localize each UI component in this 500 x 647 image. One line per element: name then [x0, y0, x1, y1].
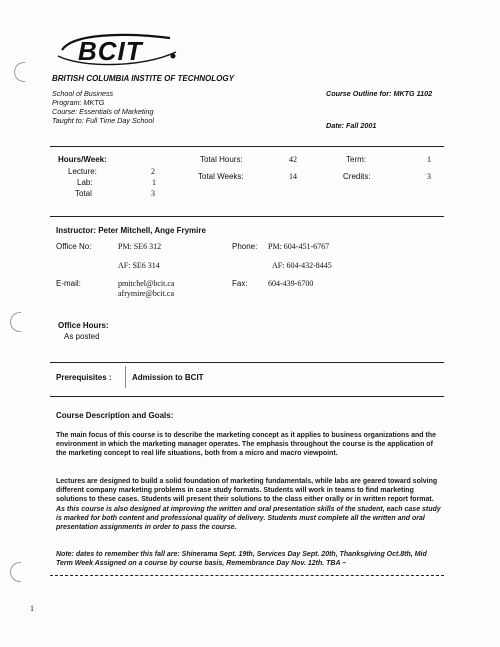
email-pm[interactable]: pmitchel@bcit.ca [118, 279, 175, 288]
total-value: 3 [151, 189, 155, 198]
term-value: 1 [427, 155, 431, 164]
office-hours-value: As posted [64, 332, 100, 341]
description-paragraph-2-tail: As this course is also designed at improving the written and oral presentation skills of the student, each case study is marked for both content and professional quality of delivery. Students must complete all the written and oral presentation assignments in order to pass the course. [56, 505, 441, 532]
hours-week-title: Hours/Week: [58, 155, 107, 164]
page-number: 1 [30, 604, 34, 613]
binder-hole-top [14, 62, 25, 82]
total-hours-value: 42 [289, 155, 297, 164]
office-hours-label: Office Hours: [58, 321, 109, 330]
lab-label: Lab: [77, 178, 93, 187]
divider-footer [50, 575, 444, 576]
lecture-label: Lecture: [68, 167, 97, 176]
program-name: Program: MKTG [52, 98, 105, 107]
institute-name: BRITISH COLUMBIA INSTITE OF TECHNOLOGY [52, 74, 234, 83]
divider-header [50, 146, 444, 147]
description-note: Note: dates to remember this fall are: Shinerama Sept. 19th, Services Day Sept. 20th, Thanksgiving Oct.8th, Mid Term Week Assigned on a course by course basis, Remembrance Day Nov. 12th. TBA – [56, 551, 427, 568]
instructor-label: Instructor: Peter Mitchell, Ange Frymire [56, 226, 206, 235]
term-label: Term: [346, 155, 366, 164]
email-af[interactable]: afrymire@bcit.ca [118, 289, 175, 298]
course-name: Course: Essentials of Marketing [52, 107, 154, 116]
total-hours-label: Total Hours: [200, 155, 243, 164]
total-weeks-label: Total Weeks: [198, 172, 244, 181]
divider-instructor [50, 362, 444, 363]
description-paragraph-2 [56, 477, 444, 532]
prerequisites-label: Prerequisites : [56, 373, 112, 382]
divider-prereq [50, 396, 444, 397]
email-label: E-mail: [56, 279, 81, 288]
lab-value: 1 [152, 178, 156, 187]
outline-date: Date: Fall 2001 [326, 121, 377, 130]
school-name: School of Business [52, 89, 114, 98]
description-title: Course Description and Goals: [56, 411, 174, 420]
phone-af: AF: 604-432-8445 [272, 261, 332, 270]
prerequisites-separator [125, 366, 126, 388]
course-outline-code: Course Outline for: MKTG 1102 [326, 89, 433, 98]
taught-to: Taught to: Full Time Day School [52, 116, 154, 125]
divider-hours [50, 216, 444, 217]
office-af: AF: SE6 314 [118, 261, 160, 270]
description-paragraph-1: The main focus of this course is to describe the marketing concept as it applies to business organizations and the environment in which the marketing manager operates. The emphasis throughout the course is the application of the marketing concept to real life situations, both from a micro and macro viewpoint. [56, 432, 437, 458]
phone-pm: PM: 604-451-6767 [268, 242, 330, 251]
office-label: Office No: [56, 242, 92, 251]
bcit-logo [52, 30, 182, 72]
binder-hole-middle [10, 312, 21, 332]
lecture-value: 2 [151, 167, 155, 176]
description-paragraph-2-lead: Lectures are designed to build a solid foundation of marketing fundamentals, while labs are geared toward solving different company marketing problems in case study formats. Students will work in teams to find marketing solutions to these cases. Students will present their solutions to the class either orally or in written report format. [56, 478, 438, 504]
total-weeks-value: 14 [289, 172, 297, 181]
fax-label: Fax: [232, 279, 248, 288]
total-label: Total [75, 189, 92, 198]
credits-value: 3 [427, 172, 431, 181]
prerequisites-value: Admission to BCIT [132, 373, 204, 382]
fax-value: 604-439-6700 [268, 279, 314, 288]
credits-label: Credits: [343, 172, 371, 181]
bcit-logo-text: BCIT [78, 36, 143, 66]
office-pm: PM: SE6 312 [118, 242, 162, 251]
phone-label: Phone: [232, 242, 258, 251]
binder-hole-bottom [10, 562, 21, 582]
